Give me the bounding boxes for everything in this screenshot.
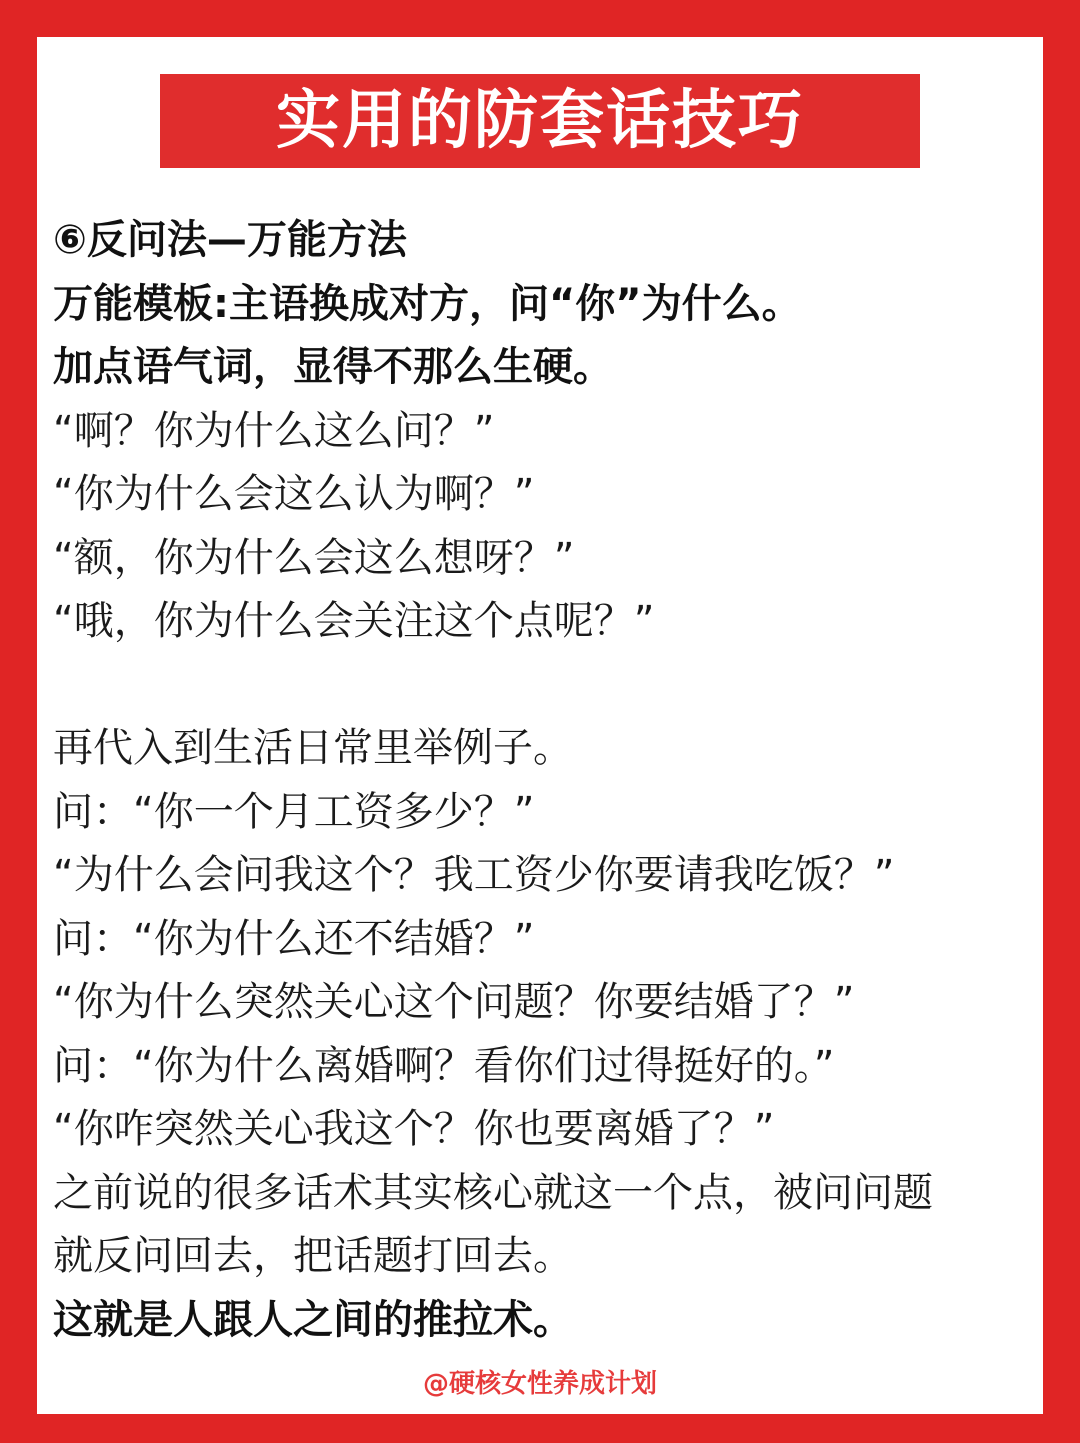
content-card [37,37,1043,1414]
question-line: 问：“你为什么离婚啊？看你们过得挺好的。” [53,1042,835,1089]
template-line: 万能模板:主语换成对方，问“你”为什么。 [53,280,802,327]
article-body [53,209,1038,1352]
example-quote: “哦，你为什么会关注这个点呢？” [53,598,655,644]
summary-line: 就反问回去，把话题打回去。 [53,1233,573,1279]
answer-line: “你咋突然关心我这个？你也要离婚了？” [53,1106,775,1152]
spacer [53,654,1038,718]
tip-line: 加点语气词，显得不那么生硬。 [53,344,613,390]
conclusion-line: 这就是人跟人之间的推拉术。 [53,1296,573,1343]
example-quote: “啊？你为什么这么问？” [53,407,495,454]
summary-line: 之前说的很多话术其实核心就这一个点，被问问题 [53,1169,933,1216]
answer-line: “你为什么突然关心这个问题？你要结婚了？” [53,979,855,1025]
question-line: 问：“你一个月工资多少？” [53,788,535,835]
page-title: 实用的防套话技巧 [276,84,804,158]
example-quote: “你为什么会这么认为啊？” [53,471,535,517]
answer-line: “为什么会问我这个？我工资少你要请我吃饭？” [53,852,895,898]
title-banner [160,74,920,168]
author-watermark: @硬核女性养成计划 [422,1369,657,1399]
example-quote: “额，你为什么会这么想呀？” [53,534,575,581]
question-line: 问：“你为什么还不结婚？” [53,915,535,962]
section-heading: ⑥反问法—万能方法 [53,217,407,263]
intro-line: 再代入到生活日常里举例子。 [53,725,573,771]
